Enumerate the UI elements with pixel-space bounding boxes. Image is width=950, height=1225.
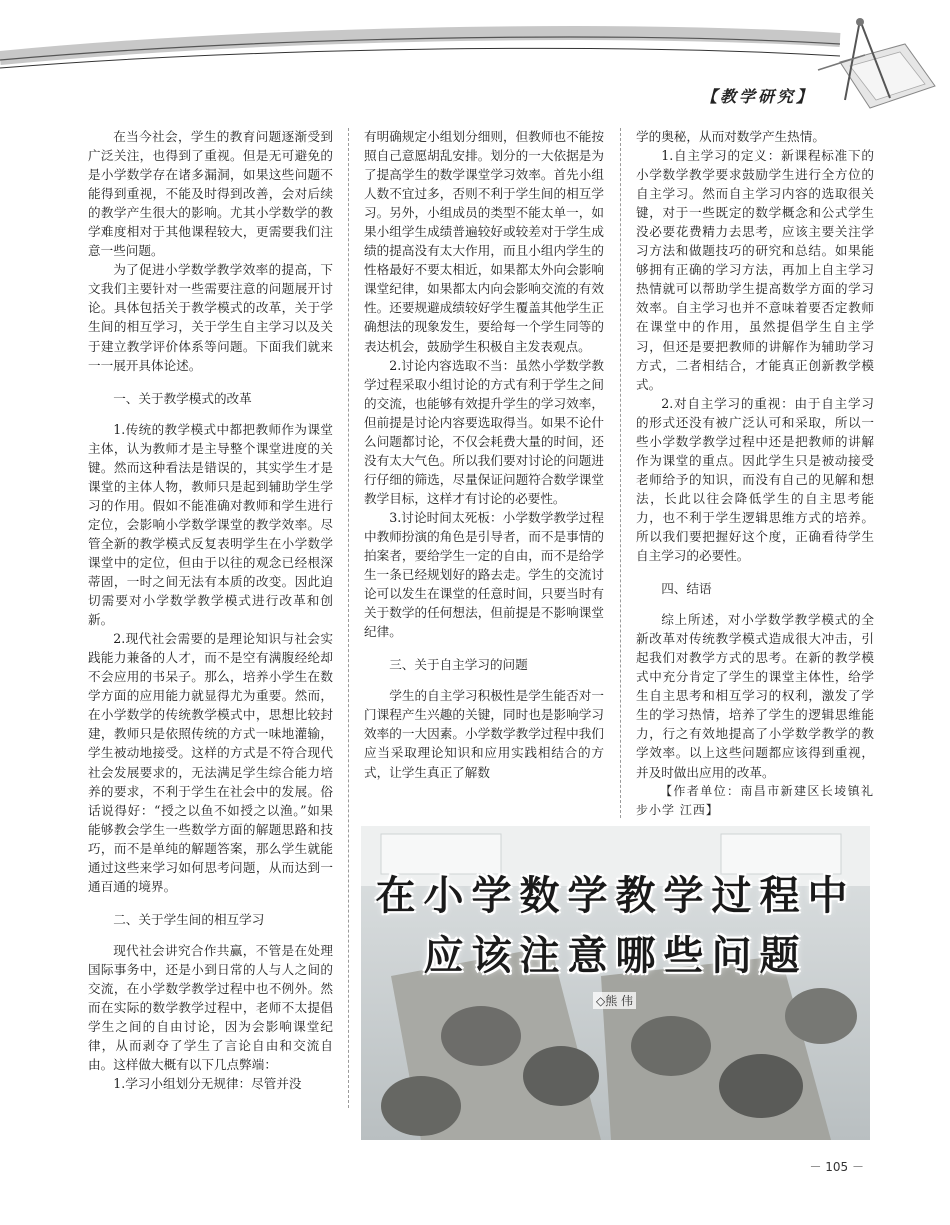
paragraph: 现代社会讲究合作共赢，不管是在处理国际事务中，还是小到日常的人与人之间的交流，在小学数学教学过程中也不例外。然而在实际的数学教学过程中，老师不太提倡学生之间的自由讨论，因为会影响课堂纪律，从而剥夺了学生了言论自由和交流自由。这样做大概有以下几点弊端：: [88, 942, 333, 1073]
paragraph: 学的奥秘，从而对数学产生热情。: [636, 129, 825, 144]
paragraph: 有明确规定小组划分细则，但教师也不能按照自己意愿胡乱安排。划分的一大依据是为了提高学生的数学课堂学习效率。首先小组人数不宜过多，否则不利于学生间的相互学习。另外，小组成员的类型不能太单一，如果小组学生成绩普遍较好或较差对于学生成绩的提高没有太大作用，而且小组内学生的性格最好不要太相近，如果都太外向会影响课堂纪律，如果都太内向会影响交流的有效性。还要规避成绩较好学生覆盖其他学生正确想法的现象发生，要给每一个学生同等的表达机会，鼓励学生积极自主发表观点。: [364, 129, 604, 354]
paragraph: 学生的自主学习积极性是学生能否对一门课程产生兴趣的关键，同时也是影响学习效率的一大因素。小学数学教学过程中我们应当采取理论知识和应用实践相结合的方式，让学生真正了解数: [364, 688, 604, 780]
feature-title-line-2: 应该注意哪些问题: [423, 932, 808, 979]
column-divider: [348, 128, 349, 1108]
section-tag: 【教学研究】: [700, 87, 815, 106]
paragraph: 2.讨论内容选取不当：虽然小学数学教学过程采取小组讨论的方式有利于学生之间的交流，也能够有效提升学生的学习效率，但前提是讨论内容要选取得当。如果不论什么问题都讨论，不仅会耗费大量的时间，还没有太大气色。所以我们要对讨论的问题进行仔细的筛选，尽量保证问题符合数学课堂教学目标，这样才有讨论的必要性。: [364, 357, 604, 506]
author-unit: 【作者单位：南昌市新建区长堎镇礼步小学 江西】: [636, 783, 874, 817]
paragraph: 3.讨论时间太死板：小学数学教学过程中教师扮演的角色是引导者，而不是事情的拍案者，要给学生一定的自由，而不是给学生一条已经规划好的路去走。学生的交流讨论可以发生在课堂的任意时间，只要当时有关于数学的任何想法，但前提是不影响课堂纪律。: [364, 509, 604, 640]
article-column-2: [364, 127, 604, 782]
header-decoration: [0, 0, 950, 130]
paragraph: 1.传统的教学模式中都把教师作为课堂主体，认为教师才是主导整个课堂进度的关键。然而这种看法是错误的，其实学生才是课堂的主体人物，教师只是起到辅助学生学习的作用。假如不能准确对教师和学生进行定位，会影响小学数学课堂的教学效率。尽管全新的教学模式反复表明学生在小学数学课堂中的定位，但由于以往的观念已经根深蒂固，一时之间无法有本质的改变。因此迫切需要对小学数学教学模式进行改革和创新。: [88, 421, 333, 628]
article-column-1: [88, 127, 333, 1093]
paragraph: 在当今社会，学生的教育问题逐渐受到广泛关注，也得到了重视。但是无可避免的是小学数学存在诸多漏洞，如果这些问题不能得到重视，不能及时得到改善，会对后续的教学产生很大的影响。尤其小学数学的教学难度相对于其他课程较大，更需要我们注意一些问题。: [88, 129, 333, 259]
column-divider: [620, 128, 621, 818]
paragraph: 综上所述，对小学数学教学模式的全新改革对传统教学模式造成很大冲击，引起我们对教学方式的思考。在新的教学模式中充分肯定了学生的课堂主体性，给学生自主思考和相互学习的权利，激发了学生的学习热情，培养了学生的逻辑思维能力，行之有效地提高了小学数学教学的教学效率。以上这些问题都应该得到重视，并及时做出应用的改革。: [636, 612, 874, 780]
compass-ruler-icon: [818, 18, 935, 108]
section-heading: 四、结语: [661, 581, 712, 597]
section-heading: 一、关于教学模式的改革: [113, 390, 252, 406]
paragraph: 2.对自主学习的重视：由于自主学习的形式还没有被广泛认可和采取，所以一些小学数学教学过程中还是把教师的讲解作为课堂的重点。因此学生只是被动接受老师给予的知识，而没有自己的见解和想法，长此以往会降低学生的自主思考能力，也不利于学生逻辑思维方式的培养。所以我们要把握好这个度，正确看待学生自主学习的必要性。: [636, 395, 874, 564]
section-heading: 三、关于自主学习的问题: [389, 657, 528, 673]
paragraph: 1.自主学习的定义：新课程标准下的小学数学教学要求鼓励学生进行全方位的自主学习。然而自主学习内容的选取很关键，对于一些既定的数学概念和公式学生没必要花费精力去思考，应该主要关注学习方法和做题技巧的研究和总结。如果能够拥有正确的学习方法，再加上自主学习热情就可以帮助学生提高数学方面的学习效率。自主学习也并不意味着要否定教师在课堂中的作用，虽然提倡学生自主学习，但还是要把教师的讲解作为辅助学习方式，二者相结合，才能真正创新教学模式。: [636, 148, 874, 392]
feature-image: [361, 826, 870, 1140]
feature-author: ◇熊 伟: [593, 992, 636, 1009]
section-heading: 二、关于学生间的相互学习: [113, 911, 265, 927]
feature-title-line-1: 在小学数学教学过程中: [375, 872, 856, 919]
article-column-3: [636, 127, 874, 820]
paragraph: 为了促进小学数学教学效率的提高，下文我们主要针对一些需要注意的问题展开讨论。具体包括关于教学模式的改革，关于学生间的相互学习，关于学生自主学习以及关于建立教学评价体系等问题。下面我们就来一一展开具体论述。: [88, 262, 333, 373]
page-number: － 105 －: [809, 1160, 864, 1174]
paragraph: 1.学习小组划分无规律：尽管并没: [113, 1076, 302, 1092]
paragraph: 2.现代社会需要的是理论知识与社会实践能力兼备的人才，而不是空有满腹经纶却不会应用的书呆子。那么，培养小学生在数学方面的应用能力就显得尤为重要。然而，在小学数学的传统教学模式中，思想比较封建，教师只是依照传统的方式一味地灌输，学生被动地接受。这样的方式是不符合现代社会发展要求的，无法满足学生综合能力培养的要求，不利于学生在社会中的发展。俗话说得好：“授之以鱼不如授之以渔。”如果能够教会学生一些数学方面的解题思路和技巧，而不是单纯的解题答案，那么学生就能通过这些来学习如何思考问题，从而达到一通百通的境界。: [88, 631, 333, 894]
